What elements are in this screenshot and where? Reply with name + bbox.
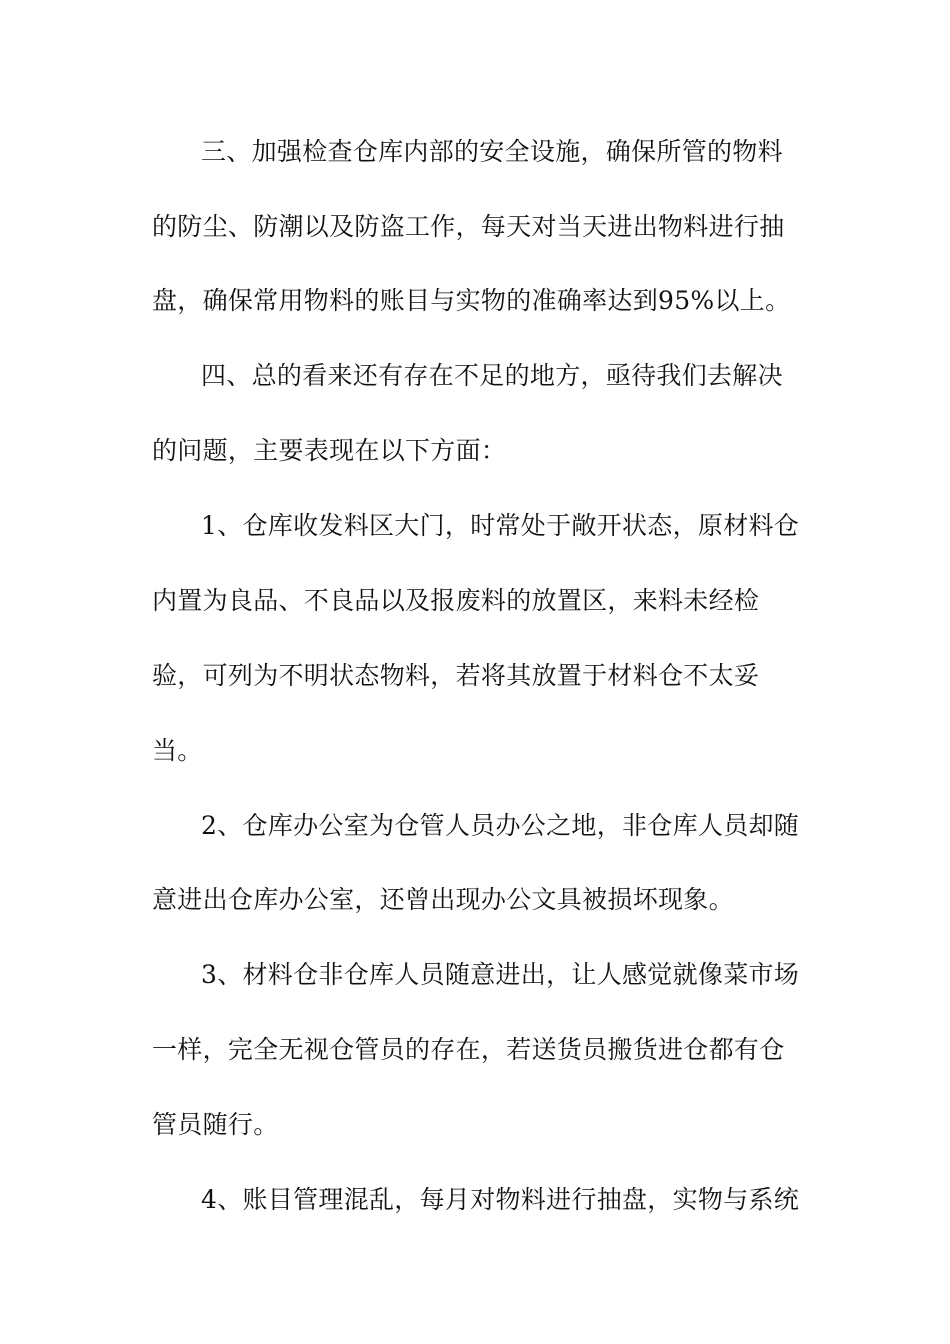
item-2-line-1: 2、仓库办公室为仓管人员办公之地，非仓库人员却随 — [201, 811, 800, 840]
item-3-line-1: 3、材料仓非仓库人员随意进出，让人感觉就像菜市场 — [201, 960, 800, 989]
item-3-line-3: 管员随行。 — [152, 1110, 279, 1139]
paragraph-4-line-2: 的问题，主要表现在以下方面： — [152, 436, 507, 465]
item-3-line-2: 一样，完全无视仓管员的存在，若送货员搬货进仓都有仓 — [152, 1035, 785, 1064]
paragraph-4-line-1: 四、总的看来还有存在不足的地方，亟待我们去解决 — [201, 361, 783, 390]
paragraph-3-line-1: 三、加强检查仓库内部的安全设施，确保所管的物料 — [201, 137, 783, 166]
item-2-line-2: 意进出仓库办公室，还曾出现办公文具被损坏现象。 — [152, 885, 734, 914]
item-1-line-4: 当。 — [152, 736, 203, 765]
paragraph-3-line-2: 的防尘、防潮以及防盗工作，每天对当天进出物料进行抽 — [152, 212, 785, 241]
item-1-line-1: 1、仓库收发料区大门，时常处于敞开状态，原材料仓 — [201, 511, 800, 540]
item-4-line-1: 4、账目管理混乱，每月对物料进行抽盘，实物与系统 — [201, 1185, 800, 1214]
item-1-line-2: 内置为良品、不良品以及报废料的放置区，来料未经检 — [152, 586, 760, 615]
item-1-line-3: 验，可列为不明状态物料，若将其放置于材料仓不太妥 — [152, 661, 760, 690]
paragraph-3-line-3: 盘，确保常用物料的账目与实物的准确率达到95%以上。 — [152, 286, 791, 315]
